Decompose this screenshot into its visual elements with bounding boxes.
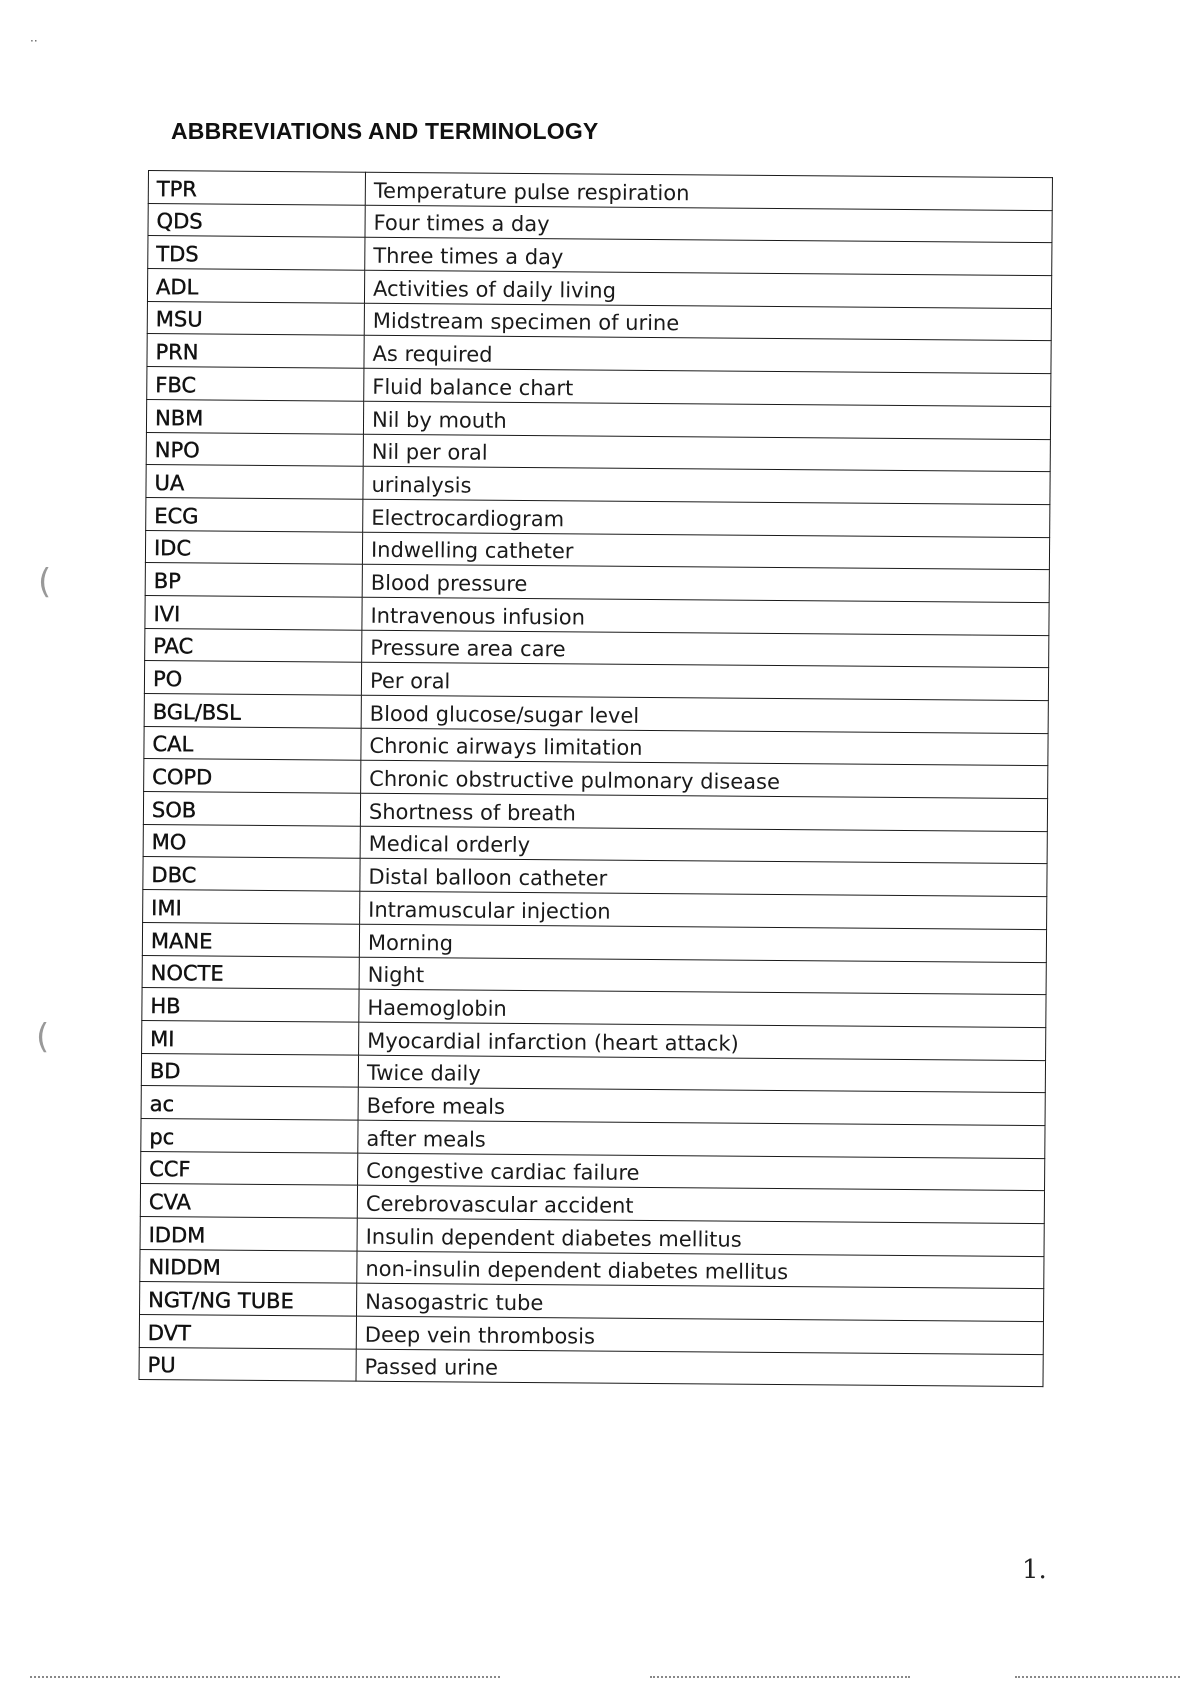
meaning-cell: Shortness of breath — [360, 793, 1047, 831]
abbreviation-cell: CAL — [144, 726, 361, 760]
meaning-cell: after meals — [358, 1120, 1045, 1158]
abbreviation-cell: QDS — [148, 203, 365, 237]
abbreviation-cell: NPO — [146, 432, 363, 466]
meaning-cell: Before meals — [358, 1087, 1045, 1125]
hole-punch-mark-lower: ( — [36, 1017, 50, 1057]
abbreviation-cell: IMI — [143, 890, 360, 924]
meaning-cell: Medical orderly — [360, 826, 1047, 864]
abbreviation-cell: pc — [141, 1118, 358, 1152]
abbreviation-cell: CVA — [140, 1184, 357, 1218]
meaning-cell: Morning — [359, 924, 1046, 962]
meaning-cell: Three times a day — [365, 238, 1052, 276]
hole-punch-mark-upper: ( — [38, 562, 52, 602]
scan-artifact-bottom-middle — [650, 1672, 910, 1678]
meaning-cell: Intravenous infusion — [362, 597, 1049, 635]
meaning-cell: Nasogastric tube — [357, 1284, 1044, 1322]
scan-artifact-bottom-right — [1015, 1672, 1180, 1678]
abbreviation-cell: BD — [141, 1053, 358, 1087]
meaning-cell: Cerebrovascular accident — [357, 1185, 1044, 1223]
page-number: 1. — [1022, 1555, 1047, 1585]
meaning-cell: Indwelling catheter — [362, 532, 1049, 570]
meaning-cell: Pressure area care — [362, 630, 1049, 668]
meaning-cell: urinalysis — [363, 466, 1050, 504]
abbreviation-cell: TPR — [148, 171, 365, 205]
page-title: ABBREVIATIONS AND TERMINOLOGY — [171, 118, 599, 144]
abbreviation-cell: IVI — [145, 595, 362, 629]
meaning-cell: Congestive cardiac failure — [358, 1153, 1045, 1191]
abbreviation-cell: MI — [142, 1020, 359, 1054]
abbreviation-cell: PU — [139, 1347, 356, 1381]
meaning-cell: Chronic airways limitation — [361, 728, 1048, 766]
meaning-cell: Fluid balance chart — [364, 368, 1051, 406]
abbreviations-table — [138, 170, 1052, 1388]
abbreviation-cell: NOCTE — [142, 955, 359, 989]
meaning-cell: Per oral — [361, 663, 1048, 701]
meaning-cell: Nil per oral — [363, 434, 1050, 472]
abbreviation-cell: MO — [143, 824, 360, 858]
abbreviation-cell: UA — [146, 465, 363, 499]
abbreviation-cell: MSU — [147, 301, 364, 335]
abbreviation-cell: NIDDM — [140, 1249, 357, 1283]
abbreviation-cell: HB — [142, 988, 359, 1022]
meaning-cell: Deep vein thrombosis — [356, 1316, 1043, 1354]
meaning-cell: Blood glucose/sugar level — [361, 695, 1048, 733]
abbreviation-cell: BP — [145, 563, 362, 597]
abbreviation-cell: PAC — [145, 628, 362, 662]
meaning-cell: Night — [359, 957, 1046, 995]
meaning-cell: Distal balloon catheter — [360, 859, 1047, 897]
meaning-cell: non-insulin dependent diabetes mellitus — [357, 1251, 1044, 1289]
abbreviation-cell: CCF — [141, 1151, 358, 1185]
meaning-cell: Electrocardiogram — [363, 499, 1050, 537]
abbreviation-cell: IDDM — [140, 1216, 357, 1250]
abbreviation-cell: PO — [144, 661, 361, 695]
meaning-cell: Nil by mouth — [363, 401, 1050, 439]
abbreviation-cell: FBC — [147, 367, 364, 401]
abbreviation-cell: ADL — [147, 269, 364, 303]
abbreviation-cell: MANE — [142, 922, 359, 956]
abbreviation-cell: NGT/NG TUBE — [140, 1282, 357, 1316]
abbreviation-cell: IDC — [145, 530, 362, 564]
meaning-cell: Midstream specimen of urine — [364, 303, 1051, 341]
meaning-cell: Chronic obstructive pulmonary disease — [361, 761, 1048, 799]
scan-artifact-bottom-left — [30, 1672, 500, 1678]
abbreviation-cell: BGL/BSL — [144, 693, 361, 727]
table-row — [139, 1347, 1043, 1387]
scan-speck-top-left: ⋅⋅ — [30, 34, 38, 48]
abbreviation-cell: SOB — [143, 792, 360, 826]
meaning-cell: Four times a day — [365, 205, 1052, 243]
abbreviation-cell: PRN — [147, 334, 364, 368]
meaning-cell: Temperature pulse respiration — [365, 172, 1052, 210]
meaning-cell: As required — [364, 336, 1051, 374]
abbreviations-table-body — [139, 171, 1052, 1388]
meaning-cell: Twice daily — [358, 1055, 1045, 1093]
meaning-cell: Activities of daily living — [364, 270, 1051, 308]
meaning-cell: Passed urine — [356, 1349, 1043, 1387]
abbreviation-cell: ECG — [146, 497, 363, 531]
meaning-cell: Haemoglobin — [359, 989, 1046, 1027]
abbreviation-cell: DVT — [139, 1315, 356, 1349]
abbreviation-cell: NBM — [146, 399, 363, 433]
meaning-cell: Myocardial infarction (heart attack) — [359, 1022, 1046, 1060]
meaning-cell: Insulin dependent diabetes mellitus — [357, 1218, 1044, 1256]
abbreviation-cell: DBC — [143, 857, 360, 891]
meaning-cell: Intramuscular injection — [360, 891, 1047, 929]
abbreviation-cell: TDS — [148, 236, 365, 270]
abbreviation-cell: ac — [141, 1086, 358, 1120]
meaning-cell: Blood pressure — [362, 564, 1049, 602]
abbreviation-cell: COPD — [144, 759, 361, 793]
